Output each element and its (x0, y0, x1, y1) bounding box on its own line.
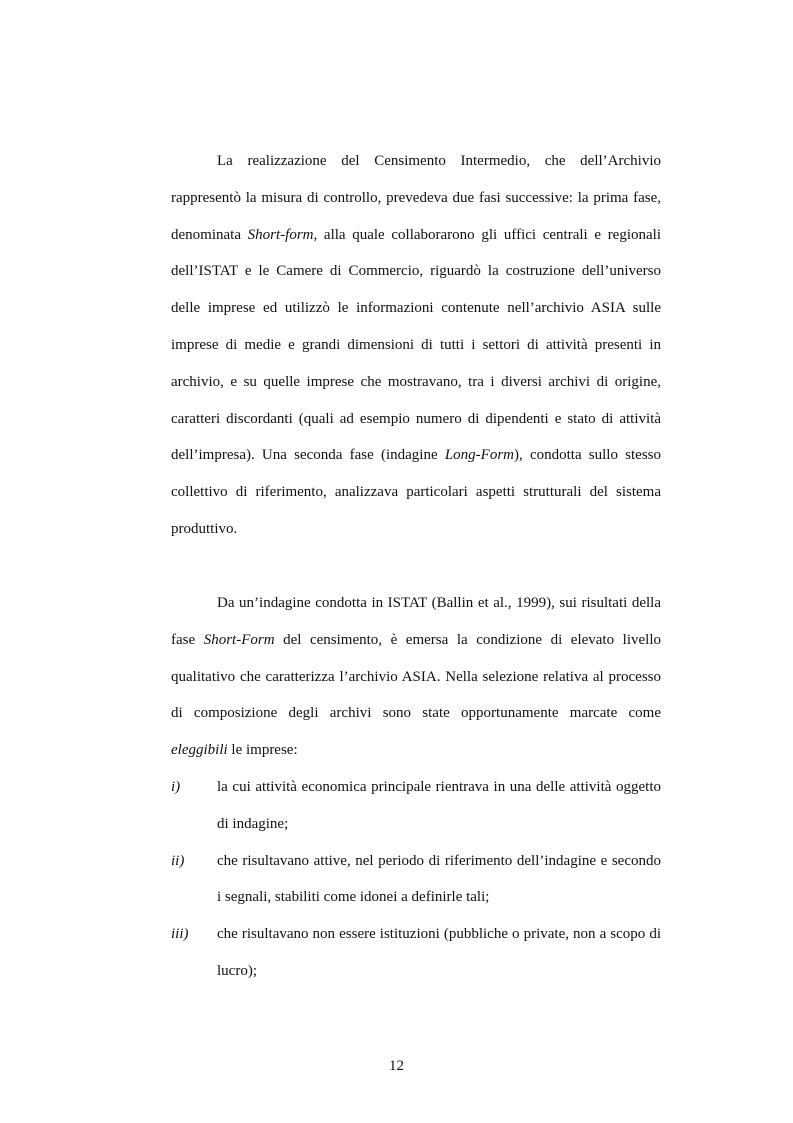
text-segment: del censimento, è emersa la condizione di elevato livello qualitativo che caratterizza l’archivio ASIA. Nella selezione relativa al processo di composizione degli archivi sono state opportunamente marcate come (171, 631, 661, 722)
list-item (171, 769, 661, 843)
italic-term-eleggibili: eleggibili (171, 742, 228, 759)
list-marker: iii) (171, 926, 189, 943)
paragraph-istat-survey (171, 585, 661, 769)
list-marker: i) (171, 779, 181, 795)
text-segment: ), condotta sullo stesso collettivo di riferimento, analizzava particolari aspetti strutturali del sistema produttivo. (171, 447, 662, 537)
list-marker: ii) (171, 852, 185, 869)
text-segment: , alla quale collaborarono gli uffici centrali e regionali dell’ISTAT e le Camere di Commercio, riguardò la costruzione dell’universo delle imprese ed utilizzò le informazioni contenute nell’archivio ASIA sulle imprese di medie e grandi dimensioni di tutti i settori di attività presenti in archivio, e su quelle imprese che mostravano, tra i diversi archivi di origine, caratteri discordanti (quali ad esempio numero di dipendenti e stato di attività dell’impresa). Una seconda fase (indagine (171, 226, 662, 464)
italic-term-long-form: Long-Form (444, 447, 514, 464)
list-item (171, 916, 661, 990)
list-item (171, 843, 661, 917)
text-segment: La realizzazione del Censimento Intermedio, che dell’Archivio rappresentò la misura di controllo, prevedeva due fasi successive: la prima fase, denominata (171, 153, 661, 243)
text-segment: Da un’indagine condotta in ISTAT (Ballin et al., 1999), sui risultati della fase (171, 595, 661, 648)
paragraph-census-phases (171, 143, 661, 548)
italic-term-short-form: Short-Form (203, 631, 275, 648)
text-segment: le imprese: (227, 742, 298, 759)
italic-term-short-form: Short-form (247, 226, 314, 243)
list-item-text: che risultavano non essere istituzioni (pubbliche o private, non a scopo di lucro); (217, 926, 661, 979)
list-item-text: la cui attività economica principale rientrava in una delle attività oggetto di indagine; (217, 779, 661, 832)
list-item-text: che risultavano attive, nel periodo di riferimento dell’indagine e secondo i segnali, stabiliti come idonei a definirle tali; (217, 852, 661, 906)
page-number: 12 (389, 1058, 404, 1074)
eligibility-criteria-list (171, 769, 661, 990)
